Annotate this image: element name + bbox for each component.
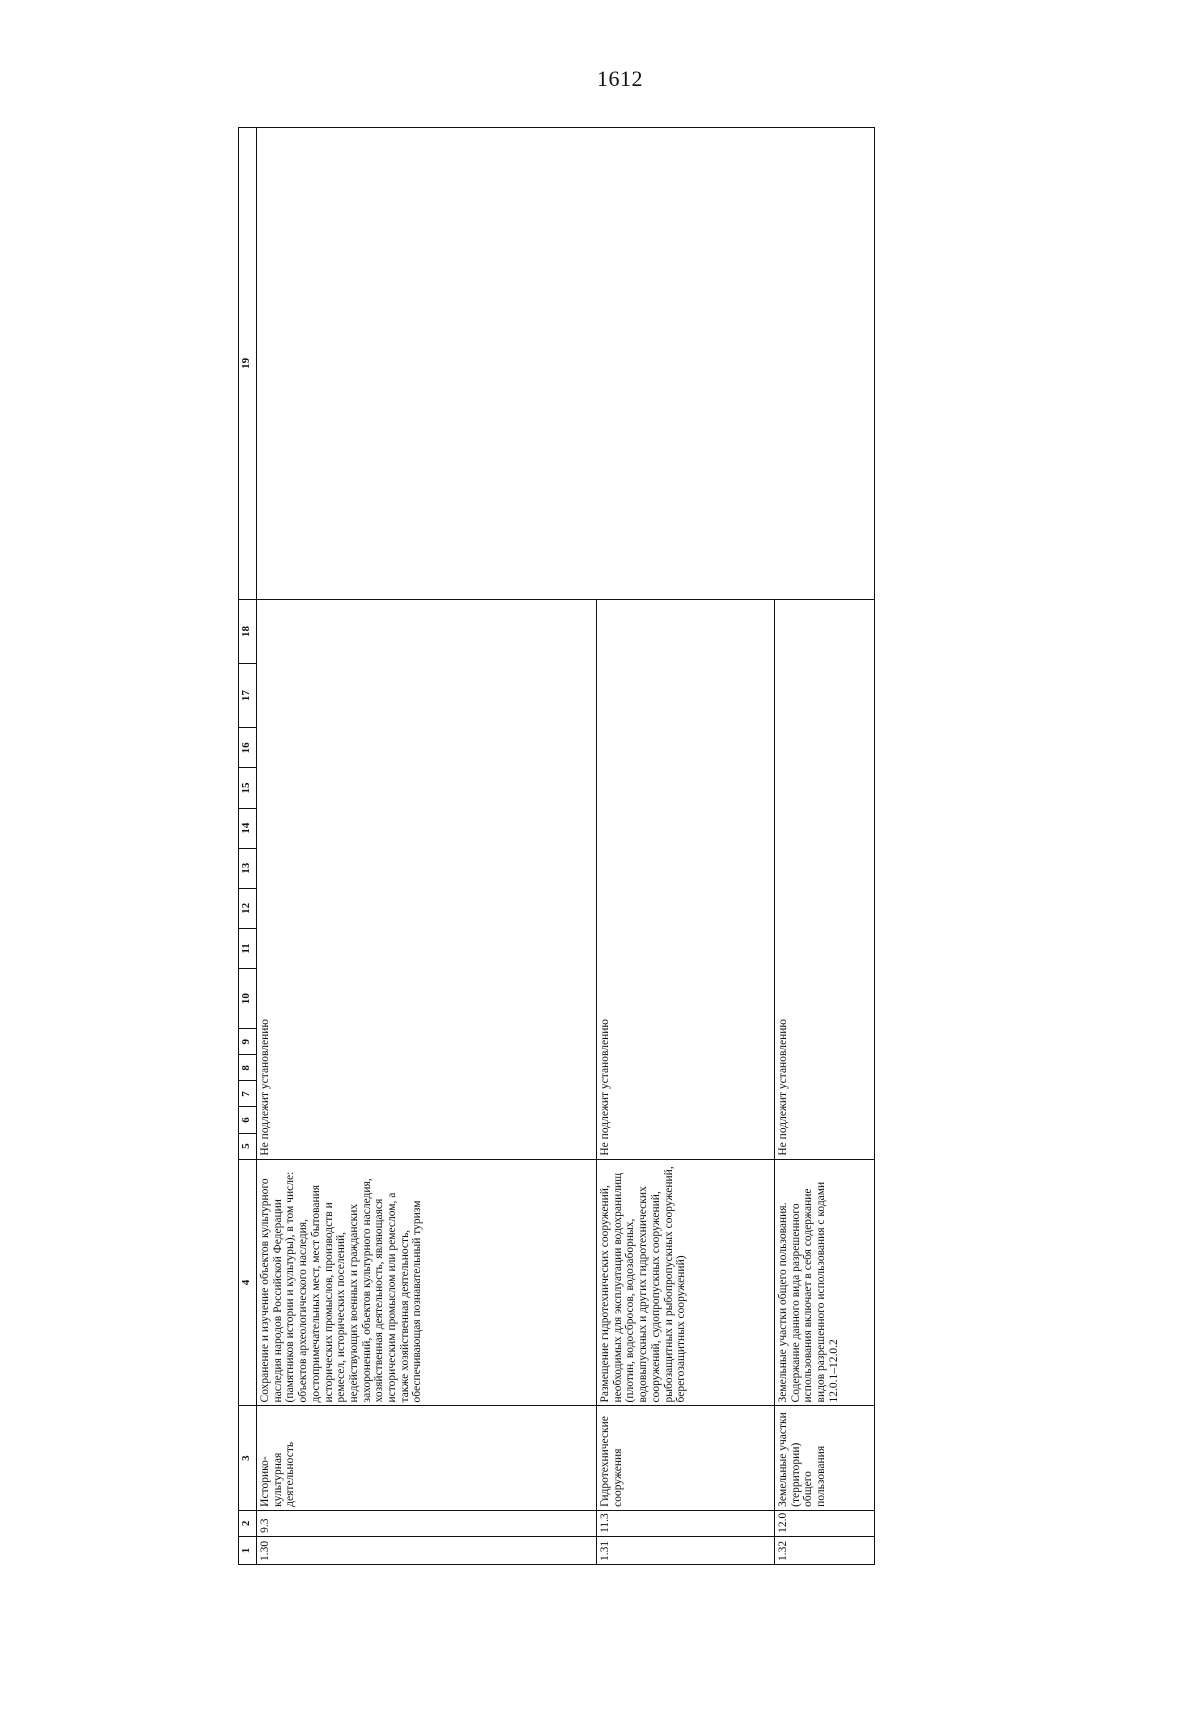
- use-code: 12.0: [775, 1510, 875, 1536]
- use-name: Земельные участки (территории) общего пользования: [775, 1406, 875, 1510]
- col-header: 17: [239, 664, 257, 728]
- row-number: 1.32: [775, 1536, 875, 1564]
- header-row: [239, 128, 257, 1565]
- use-name: Гидротехнические сооружения: [597, 1406, 775, 1510]
- use-code: 9.3: [257, 1510, 597, 1536]
- col-header: 9: [239, 1029, 257, 1055]
- col-header: 4: [239, 1159, 257, 1406]
- use-description: Земельные участки общего пользования. Содержание данного вида разрешенного использования включает в себя содержание видов разрешенного использования с кодами 12.0.1–12.0.2: [775, 1159, 875, 1406]
- col-header: 12: [239, 888, 257, 928]
- col-header: 11: [239, 928, 257, 968]
- col-header: 3: [239, 1406, 257, 1510]
- use-code: 11.3: [597, 1510, 775, 1536]
- row-number: 1.31: [597, 1536, 775, 1564]
- col-header: 6: [239, 1107, 257, 1133]
- zoning-table: [238, 127, 875, 1565]
- col-header: 16: [239, 728, 257, 768]
- col-header: 15: [239, 768, 257, 808]
- use-description: Размещение гидротехнических сооружений, необходимых для эксплуатации водохранилищ (плотин, водосбросов, водозаборных, водовыпускных и других гидротехнических сооружений, судопропускных сооружений, рыбозащитных и рыбопропускных сооружений, берегозащитных сооружений): [597, 1159, 775, 1406]
- col-header: 18: [239, 599, 257, 663]
- col-header: 19: [239, 128, 257, 600]
- params-cell: Не подлежит установлению: [257, 599, 597, 1159]
- params-cell: Не подлежит установлению: [597, 599, 775, 1159]
- regulation-table: [238, 127, 874, 1565]
- col-header: 14: [239, 808, 257, 848]
- col-header: 8: [239, 1055, 257, 1081]
- col-header: 10: [239, 969, 257, 1029]
- table-row: [257, 128, 597, 1565]
- page-number: 1612: [597, 66, 643, 91]
- col-header: 1: [239, 1536, 257, 1564]
- col19-cell: [257, 128, 875, 600]
- use-name: Историко-культурная деятельность: [257, 1406, 597, 1510]
- params-cell: Не подлежит установлению: [775, 599, 875, 1159]
- col-header: 7: [239, 1081, 257, 1107]
- row-number: 1.30: [257, 1536, 597, 1564]
- col-header: 2: [239, 1510, 257, 1536]
- col-header: 13: [239, 848, 257, 888]
- use-description: Сохранение и изучение объектов культурного наследия народов Российской Федерации (памятников истории и культуры), в том числе: объектов археологического наследия, достопримечательных мест, мест бытования исторических промыслов, производств и ремесел, исторических поселений, недействующих военных и гражданских захоронений, объектов культурного наследия, хозяйственная деятельность, являющаяся историческим промыслом или ремеслом, а также хозяйственная деятельность, обеспечивающая познавательный туризм: [257, 1159, 597, 1406]
- col-header: 5: [239, 1133, 257, 1159]
